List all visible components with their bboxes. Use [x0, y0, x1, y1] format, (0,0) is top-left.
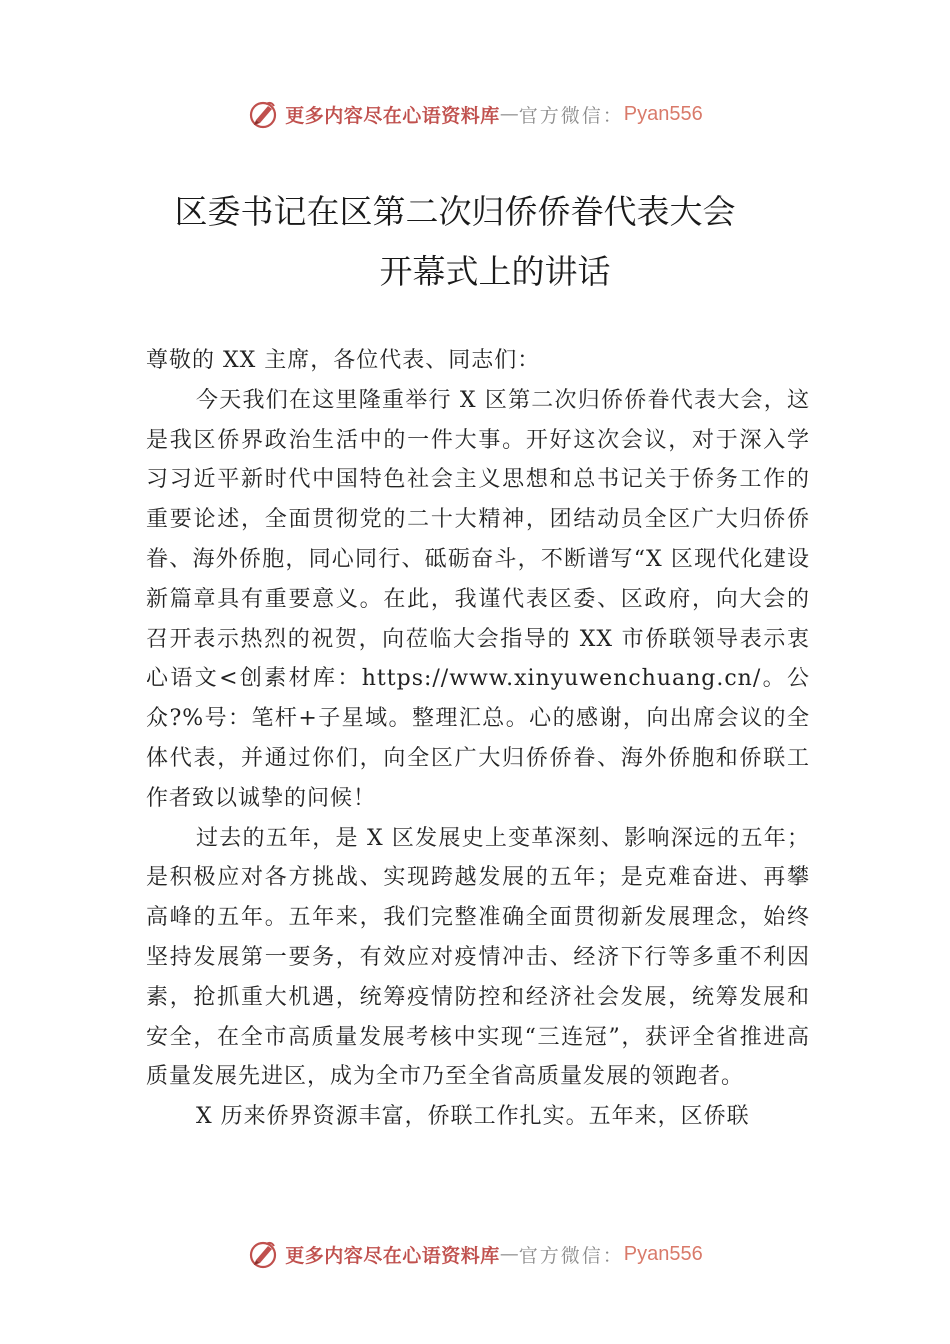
paragraph-3: X 历来侨界资源丰富，侨联工作扎实。五年来，区侨联 [196, 1104, 750, 1130]
watermark-brand: 更多内容尽在心语资料库 [285, 1244, 500, 1267]
salutation: 尊敬的 XX 主席，各位代表、同志们： [146, 348, 541, 373]
title-line-2: 开幕式上的讲话 [379, 252, 611, 291]
watermark-official: 官方微信： [518, 1244, 624, 1267]
watermark-wechat-id: Pyan556 [623, 1242, 703, 1265]
watermark-wechat-id: Pyan556 [623, 102, 703, 125]
footer-watermark [0, 1234, 950, 1274]
title-line-1: 区委书记在区第二次归侨侨眷代表大会 [174, 192, 736, 231]
paragraph-2: 过去的五年，是 X 区发展史上变革深刻、影响深远的五年；是积极应对各方挑战、实现跨越发展的五年；是克难奋进、再攀高峰的五年。五年来，我们完整准确全面贯彻新发展理念，始终坚持发展第一要务，有效应对疫情冲击、经济下行等多重不利因素，抢抓重大机遇，统筹疫情防控和经济社会发展，统筹发展和安全，在全市高质量发展考核中实现“三连冠”，获评全省推进高质量发展先进区，成为全市乃至全省高质量发展的领跑者。 [146, 825, 810, 1090]
watermark-brand: 更多内容尽在心语资料库 [285, 104, 500, 127]
pen-logo-icon [247, 1238, 279, 1270]
watermark-separator: — [499, 1243, 519, 1265]
pen-logo-icon [247, 98, 279, 130]
watermark-separator: — [499, 103, 519, 125]
header-watermark [0, 94, 950, 134]
watermark-official: 官方微信： [518, 104, 624, 127]
document-body [146, 341, 810, 1137]
paragraph-1: 今天我们在这里隆重举行 X 区第二次归侨侨眷代表大会，这是我区侨界政治生活中的一件大事。开好这次会议，对于深入学习习近平新时代中国特色社会主义思想和总书记关于侨务工作的重要论述，全面贯彻党的二十大精神，团结动员全区广大归侨侨眷、海外侨胞，同心同行、砥砺奋斗，不断谱写“X 区现代化建设新篇章具有重要意义。在此，我谨代表区委、区政府，向大会的召开表示热烈的祝贺，向莅临大会指导的 XX 市侨联领导表示衷心语文<创素材库：https://www.xinyuwenchuang.cn/。公众?%号：笔杆+子星域。整理汇总。心的感谢，向出席会议的全体代表，并通过你们，向全区广大归侨侨眷、海外侨胞和侨联工作者致以诚挚的问候！ [146, 387, 810, 811]
document-title [0, 182, 950, 302]
